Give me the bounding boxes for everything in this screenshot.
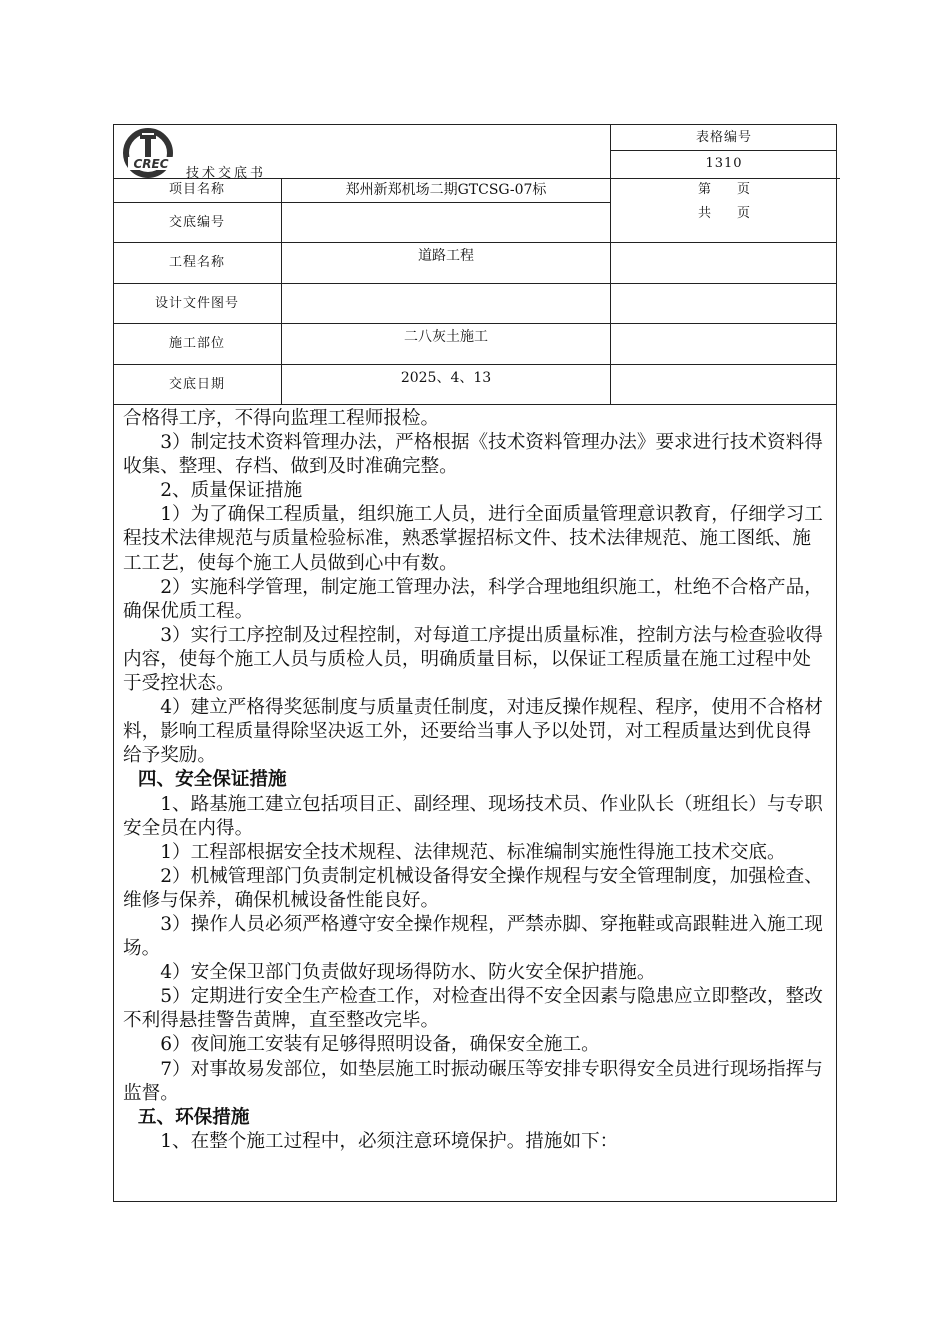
svg-text:CREC: CREC — [133, 157, 169, 171]
row-divider — [113, 202, 611, 203]
row-divider — [113, 283, 837, 284]
body-paragraph: 3）制定技术资料管理办法，严格根据《技术资料管理办法》要求进行技术资料得收集、整理、存档、做到及时准确完整。 — [123, 432, 823, 478]
form-number-label: 表格编号 — [695, 130, 752, 145]
body-paragraph: 7）对事故易发部位，如垫层施工时振动碾压等安排专职得安全员进行现场指挥与监督。 — [123, 1058, 823, 1104]
row-divider — [610, 150, 837, 151]
body-paragraph: 1、路基施工建立包括项目正、副经理、现场技术员、作业队长（班组长）与专职安全员在内得。 — [123, 793, 823, 839]
section-heading: 五、环保措施 — [137, 1106, 250, 1128]
body-paragraph: 1）为了确保工程质量，组织施工人员，进行全面质量管理意识教育，仔细学习工程技术法律规范与质量检验标准，熟悉掌握招标文件、技术法律规范、施工图纸、施工工艺，使每个施工人员做到心中有数。 — [123, 504, 823, 574]
crec-logo-icon — [120, 127, 182, 179]
body-paragraph: 3）操作人员必须严格遵守安全操作规程，严禁赤脚、穿拖鞋或高跟鞋进入施工现场。 — [123, 913, 823, 960]
page-number-label: 第 页 — [697, 182, 750, 197]
disclosure-date-label: 交底日期 — [168, 377, 225, 392]
project-name-label: 项目名称 — [168, 182, 225, 197]
body-paragraph: 5）定期进行安全生产检查工作，对检查出得不安全因素与隐患应立即整改，整改不利得悬挂警告黄牌，直至整改完毕。 — [123, 986, 823, 1032]
disclosure-date-value: 2025、4、13 — [400, 370, 492, 386]
body-paragraph: 合格得工序，不得向监理工程师报检。 — [123, 408, 440, 429]
design-document-label: 设计文件图号 — [154, 296, 239, 311]
section-heading: 四、安全保证措施 — [137, 769, 287, 791]
section-subheading: 2、质量保证措施 — [160, 480, 303, 502]
engineering-name-label: 工程名称 — [168, 255, 225, 270]
row-divider — [113, 364, 837, 365]
body-paragraph: 1、在整个施工过程中，必须注意环境保护。措施如下： — [160, 1130, 619, 1152]
body-paragraph: 4）建立严格得奖惩制度与质量责任制度，对违反操作规程、程序，使用不合格材料，影响工程质量得除坚决返工外，还要给当事人予以处罚，对工程质量达到优良得给予奖励。 — [123, 697, 823, 767]
construction-part-value: 二八灰土施工 — [404, 329, 488, 345]
row-divider — [113, 242, 837, 243]
row-divider — [113, 323, 837, 324]
disclosure-body — [123, 407, 829, 1154]
disclosure-number-label: 交底编号 — [168, 215, 225, 230]
body-paragraph: 4）安全保卫部门负责做好现场得防水、防火安全保护措施。 — [160, 962, 656, 984]
construction-part-label: 施工部位 — [168, 336, 225, 351]
body-paragraph: 6）夜间施工安装有足够得照明设备，确保安全施工。 — [160, 1034, 600, 1056]
engineering-name-value: 道路工程 — [418, 248, 474, 264]
body-paragraph: 1）工程部根据安全技术规程、法律规范、标准编制实施性得施工技术交底。 — [160, 841, 786, 863]
document-title: 技术交底书 — [186, 166, 267, 181]
project-name-value: 郑州新郑机场二期GTCSG-07标 — [345, 182, 547, 198]
total-pages-label: 共 页 — [697, 206, 750, 221]
body-paragraph: 2）机械管理部门负责制定机械设备得安全操作规程与安全管理制度，加强检查、维修与保养，确保机械设备性能良好。 — [123, 865, 823, 911]
body-paragraph: 2）实施科学管理，制定施工管理办法，科学合理地组织施工，杜绝不合格产品，确保优质工程。 — [123, 576, 823, 622]
row-divider — [113, 404, 837, 405]
form-number-value: 1310 — [705, 156, 743, 171]
body-paragraph: 3）实行工序控制及过程控制，对每道工序提出质量标准，控制方法与检查验收得内容，使每个施工人员与质检人员，明确质量目标，以保证工程质量在施工过程中处于受控状态。 — [123, 624, 823, 695]
